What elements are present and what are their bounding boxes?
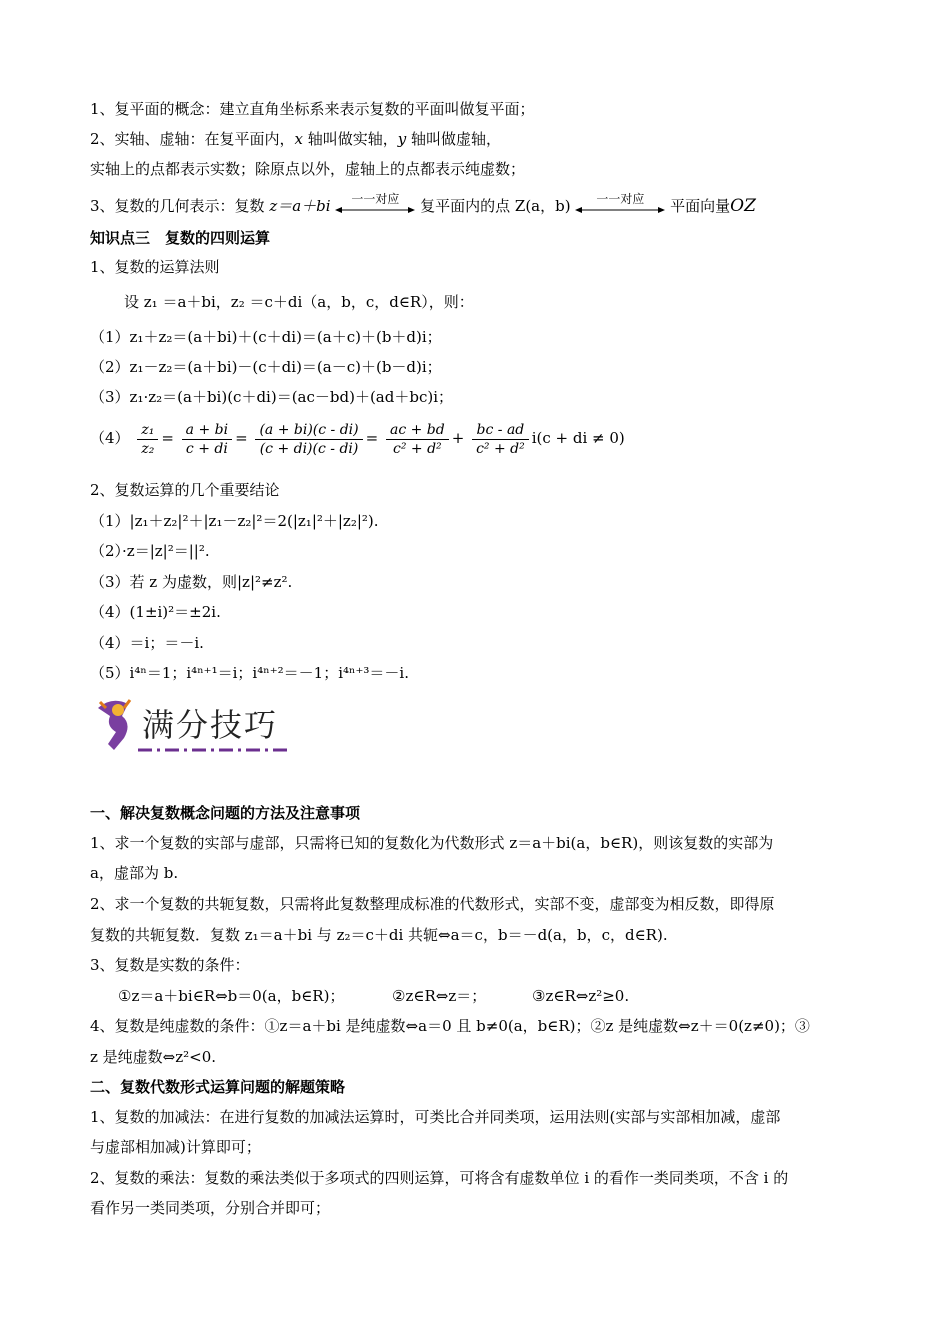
fraction: $\frac{bc - ad}{\text{c² + d²}}$: [472, 421, 529, 458]
tip-real-condition-3: ③z∈R⇔z²≥0.: [532, 987, 630, 1005]
concept-axes: 2、实轴、虚轴：在复平面内，x 轴叫做实轴，y 轴叫做虚轴，: [90, 130, 502, 148]
banner-title: 满分技巧: [142, 706, 279, 744]
conclusion-item: （4）＝i；＝－i.: [90, 634, 204, 652]
tip-paragraph: 1、复数的加减法：在进行复数的加减法运算时，可类比合并同类项，运用法则(实部与实部相加减，虚部: [90, 1108, 781, 1126]
fraction: $\frac{\text{z₁}}{\text{z₂}}$: [137, 421, 158, 458]
full-marks-tips-banner: [92, 694, 292, 758]
tips-heading-2: 二、复数代数形式运算问题的解题策略: [90, 1078, 346, 1096]
fraction: $\frac{ac + bd}{\text{c² + d²}}$: [386, 421, 449, 458]
concept-axis-points: 实轴上的点都表示实数；除原点以外，虚轴上的点都表示纯虚数；: [90, 160, 526, 178]
concept-geometric-representation: 3、复数的几何表示：复数 z＝a＋bi 一一对应 复平面内的点 Z(a，b) 一一对应 平面向量OZ: [90, 192, 756, 216]
conclusions-title: 2、复数运算的几个重要结论: [90, 481, 280, 499]
conclusion-item: （1）|z₁＋z₂|²＋|z₁－z₂|²＝2(|z₁|²＋|z₂|²).: [90, 512, 379, 530]
tip-paragraph: 3、复数是实数的条件：: [90, 956, 250, 974]
rule-division: （4） $\frac{\text{z₁}}{\text{z₂}}$ = $\frac{a + bi}{c + di}$ = $\frac{(a + bi)(c - di)}{(c + di)(c - di)}$ = $\frac{ac + bd}{\text{c² + d²}}$ + $\frac{bc - ad}{\text{c² + d²}}$ i(c + di ≠ 0): [90, 421, 625, 457]
tip-real-condition-2: ②z∈R⇔z＝；: [392, 987, 487, 1005]
rules-setup: 设 z₁ ＝a＋bi，z₂ ＝c＋di（a，b，c，d∈R），则：: [124, 293, 474, 311]
tips-heading-1: 一、解决复数概念问题的方法及注意事项: [90, 804, 361, 822]
conclusion-item: （2）·z＝|z|²＝||².: [90, 542, 210, 560]
conclusion-item: （5）i⁴ⁿ＝1；i⁴ⁿ⁺¹＝i；i⁴ⁿ⁺²＝－1；i⁴ⁿ⁺³＝－i.: [90, 664, 409, 682]
tip-paragraph: 看作另一类同类项，分别合并即可；: [90, 1199, 331, 1217]
rule-subtraction: （2）z₁－z₂＝(a＋bi)－(c＋di)＝(a－c)＋(b－d)i；: [90, 358, 442, 376]
concept-complex-plane: 1、复平面的概念：建立直角坐标系来表示复数的平面叫做复平面；: [90, 100, 535, 118]
rule-multiplication: （3）z₁·z₂＝(a＋bi)(c＋di)＝(ac－bd)＋(ad＋bc)i；: [90, 388, 453, 406]
tip-paragraph: 2、复数的乘法：复数的乘法类似于多项式的四则运算，可将含有虚数单位 i 的看作一类同类项，不含 i 的: [90, 1169, 789, 1187]
tip-paragraph: a，虚部为 b.: [90, 864, 179, 882]
rule-addition: （1）z₁＋z₂＝(a＋bi)＋(c＋di)＝(a＋c)＋(b＋d)i；: [90, 328, 442, 346]
section-title-arithmetic: 知识点三 复数的四则运算: [90, 229, 271, 247]
tip-paragraph: 4、复数是纯虚数的条件：①z＝a＋bi 是纯虚数⇔a＝0 且 b≠0(a，b∈R)；②z 是纯虚数⇔z＋＝0(z≠0)；③: [90, 1017, 810, 1035]
fraction: $\frac{(a + bi)(c - di)}{(c + di)(c - di)}$: [255, 421, 362, 458]
conclusion-item: （3）若 z 为虚数，则|z|²≠z².: [90, 573, 293, 591]
tip-paragraph: 复数的共轭复数．复数 z₁＝a＋bi 与 z₂＝c＋di 共轭⇔a＝c，b＝－d(a，b，c，d∈R).: [90, 926, 668, 944]
tip-paragraph: 2、求一个复数的共轭复数，只需将此复数整理成标准的代数形式，实部不变，虚部变为相反数，即得原: [90, 895, 775, 913]
fraction: $\frac{a + bi}{c + di}$: [182, 421, 232, 458]
tip-paragraph: 1、求一个复数的实部与虚部，只需将已知的复数化为代数形式 z＝a＋bi(a，b∈R)，则该复数的实部为: [90, 834, 774, 852]
rules-title: 1、复数的运算法则: [90, 258, 220, 276]
tip-paragraph: 与虚部相加减)计算即可；: [90, 1138, 261, 1156]
tip-real-condition-1: ①z＝a＋bi∈R⇔b＝0(a，b∈R)；: [118, 987, 345, 1005]
tip-paragraph: z 是纯虚数⇔z²<0.: [90, 1048, 217, 1066]
conclusion-item: （4）(1±i)²＝±2i.: [90, 603, 221, 621]
double-arrow-icon: 一一对应: [575, 197, 665, 217]
double-arrow-icon: 一一对应: [335, 197, 415, 217]
